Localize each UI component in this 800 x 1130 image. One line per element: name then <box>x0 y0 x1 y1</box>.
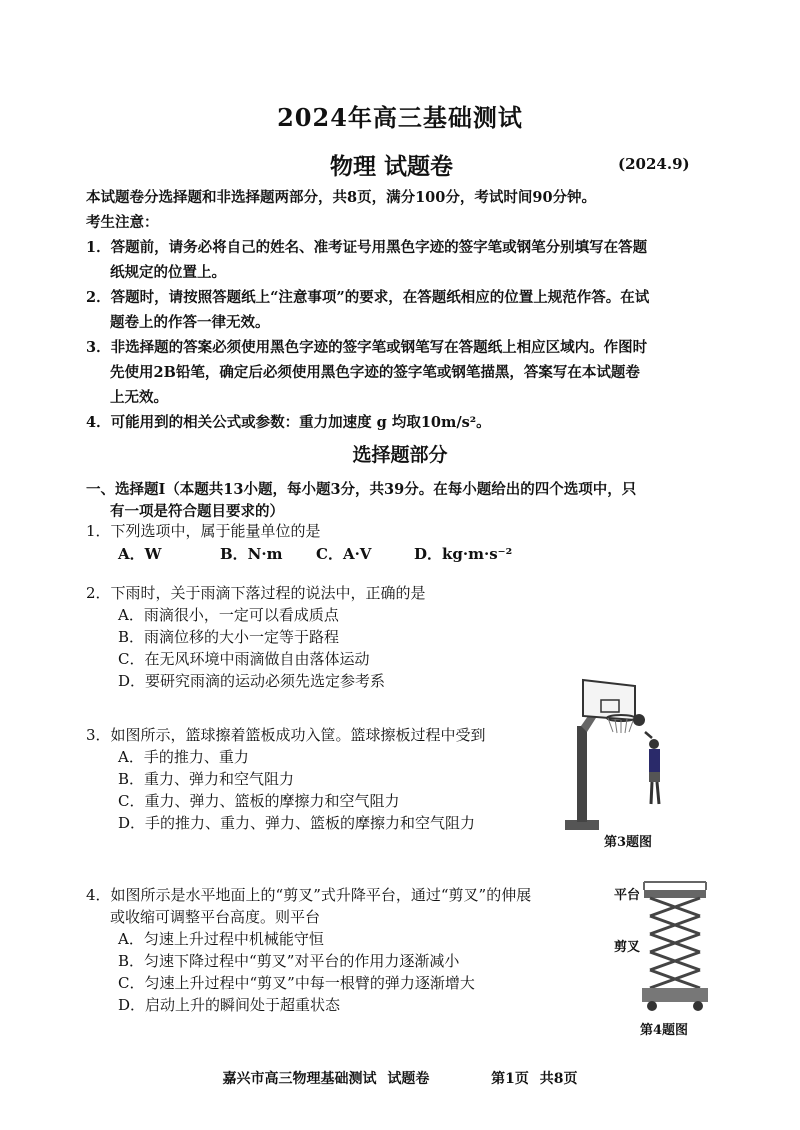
question-1-option-c: C．A·V <box>316 545 372 563</box>
note-3-line-3: 上无效。 <box>110 389 168 406</box>
figure-4-caption: 第4题图 <box>640 1023 689 1038</box>
footer-page-number: 第1页 共8页 <box>491 1071 578 1087</box>
question-4-option-a: A．匀速上升过程中机械能守恒 <box>118 930 324 948</box>
attention-heading: 考生注意： <box>86 214 159 231</box>
lift-wheel-right <box>693 1001 703 1011</box>
note-3-line-2: 先使用2B铅笔，确定后必须使用黑色字迹的签字笔或钢笔描黑，答案写在本试题卷 <box>110 364 640 381</box>
question-1-stem: 1．下列选项中，属于能量单位的是 <box>86 522 321 540</box>
note-2-line-1: 2．答题时，请按照答题纸上“注意事项”的要求，在答题纸相应的位置上规范作答。在试 <box>86 289 650 306</box>
question-1-option-b: B．N·m <box>220 545 283 563</box>
section-title: 选择题部分 <box>352 444 448 466</box>
intro-line: 本试题卷分选择题和非选择题两部分，共8页，满分100分，考试时间90分钟。 <box>86 189 597 206</box>
basketball <box>633 714 645 726</box>
question-2-option-d: D．要研究雨滴的运动必须先选定参考系 <box>118 672 386 690</box>
question-4-stem-line-2: 或收缩可调整平台高度。则平台 <box>110 908 321 926</box>
page-title: 2024年高三基础测试 <box>277 103 523 132</box>
player-body <box>649 749 660 773</box>
question-2-option-c: C．在无风环境中雨滴做自由落体运动 <box>118 650 370 668</box>
note-1-line-2: 纸规定的位置上。 <box>110 264 226 281</box>
exam-date: (2024.9) <box>618 155 690 173</box>
question-4-option-d: D．启动上升的瞬间处于超重状态 <box>118 996 341 1014</box>
scissor-arms <box>650 898 700 988</box>
note-4-line-1: 4．可能用到的相关公式或参数：重力加速度 g 均取10m/s²。 <box>86 414 491 431</box>
question-2-stem: 2．下雨时，关于雨滴下落过程的说法中，正确的是 <box>86 584 426 602</box>
question-3-option-b: B．重力、弹力和空气阻力 <box>118 770 295 788</box>
question-3-option-a: A．手的推力、重力 <box>118 748 249 766</box>
page-footer <box>0 1068 800 1088</box>
question-4-option-c: C．匀速上升过程中“剪叉”中每一根臂的弹力逐渐增大 <box>118 974 475 992</box>
section-instruction-line-1: 一、选择题Ⅰ（本题共13小题，每小题3分，共39分。在每小题给出的四个选项中，只 <box>86 481 637 498</box>
platform-label: 平台 <box>614 888 641 903</box>
question-2-option-b: B．雨滴位移的大小一定等于路程 <box>118 628 340 646</box>
question-3-option-c: C．重力、弹力、篮板的摩擦力和空气阻力 <box>118 792 400 810</box>
question-1-option-a: A．W <box>118 545 162 563</box>
scissor-label: 剪叉 <box>614 940 641 955</box>
question-1-option-d: D．kg·m·s⁻² <box>414 545 513 563</box>
question-4-stem-line-1: 4．如图所示是水平地面上的“剪叉”式升降平台，通过“剪叉”的伸展 <box>86 886 532 904</box>
player-head <box>649 739 659 749</box>
basketball-hoop-figure <box>555 676 685 836</box>
note-3-line-1: 3．非选择题的答案必须使用黑色字迹的签字笔或钢笔写在答题纸上相应区域内。作图时 <box>86 339 648 356</box>
section-instruction-line-2: 有一项是符合题目要求的） <box>110 503 284 520</box>
lift-wheel-left <box>647 1001 657 1011</box>
paper-subtitle: 物理 试题卷 <box>330 153 454 180</box>
note-1-line-1: 1．答题前，请务必将自己的姓名、准考证号用黑色字迹的签字笔或钢笔分别填写在答题 <box>86 239 648 256</box>
question-3-option-d: D．手的推力、重力、弹力、篮板的摩擦力和空气阻力 <box>118 814 476 832</box>
lift-base <box>642 988 708 1002</box>
question-2-option-a: A．雨滴很小，一定可以看成质点 <box>118 606 339 624</box>
question-3-stem: 3．如图所示，篮球擦着篮板成功入筐。篮球擦板过程中受到 <box>86 726 486 744</box>
lift-platform <box>644 890 706 898</box>
figure-3-caption: 第3题图 <box>604 835 653 850</box>
hoop-pole <box>577 726 587 822</box>
note-2-line-2: 题卷上的作答一律无效。 <box>110 314 270 331</box>
scissor-lift-figure <box>640 888 710 1014</box>
footer-title: 嘉兴市高三物理基础测试 试题卷 <box>222 1071 430 1087</box>
question-4-option-b: B．匀速下降过程中“剪叉”对平台的作用力逐渐减小 <box>118 952 460 970</box>
